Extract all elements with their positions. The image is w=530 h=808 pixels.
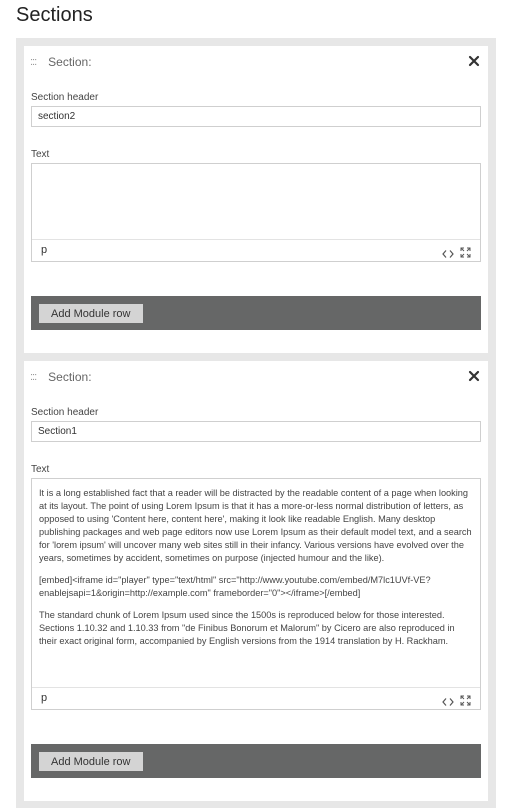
section-card	[24, 46, 488, 353]
editor-paragraph: It is a long established fact that a reader will be distracted by the readable content of a page when looking at its layout. The point of using Lorem Ipsum is that it has a more-or-less normal distribution of letters, as opposed to using 'Content here, content here', making it look like readable English. Many desktop publishing packages and web page editors now use Lorem Ipsum as their default model text, and a search for 'lorem ipsum' will uncover many web sites still in their infancy. Various versions have evolved over the years, sometimes by accident, sometimes on purpose (injected humour and the like).	[39, 488, 472, 563]
editor-paragraph: The standard chunk of Lorem Ipsum used since the 1500s is reproduced below for those interested. Sections 1.10.32 and 1.10.33 from "de Finibus Bonorum et Malorum" by Cicero are also reproduced in their exact original form, accompanied by English versions from the 1914 translation by H. Rackham.	[39, 610, 455, 646]
element-path[interactable]: p	[41, 244, 48, 256]
section-title: Section:	[48, 55, 92, 69]
close-icon[interactable]	[468, 55, 480, 67]
editor-statusbar	[32, 239, 480, 261]
drag-handle-icon[interactable]: :::	[30, 56, 37, 68]
drag-handle-icon[interactable]: :::	[30, 371, 37, 383]
page-title: Sections	[16, 4, 93, 26]
section-header-input[interactable]	[31, 106, 481, 127]
element-path[interactable]: p	[41, 692, 48, 704]
text-editor[interactable]	[31, 478, 481, 710]
text-label: Text	[31, 464, 50, 475]
fullscreen-icon[interactable]	[460, 245, 471, 256]
text-label: Text	[31, 149, 50, 160]
section-card-header	[30, 369, 92, 385]
editor-content[interactable]	[32, 164, 480, 239]
section-card-header	[30, 54, 92, 70]
editor-statusbar	[32, 687, 480, 709]
section-header-label: Section header	[31, 92, 99, 103]
editor-content[interactable]	[32, 479, 480, 687]
fullscreen-icon[interactable]	[460, 693, 471, 704]
add-module-row-button[interactable]: Add Module row	[39, 752, 143, 771]
module-row-bar	[31, 296, 481, 330]
section-title: Section:	[48, 370, 92, 384]
text-editor[interactable]	[31, 163, 481, 262]
section-header-label: Section header	[31, 407, 99, 418]
module-row-bar	[31, 744, 481, 778]
source-code-icon[interactable]	[442, 694, 454, 704]
section-card	[24, 361, 488, 801]
section-header-input[interactable]	[31, 421, 481, 442]
add-module-row-button[interactable]: Add Module row	[39, 304, 143, 323]
editor-paragraph: [embed]<iframe id="player" type="text/html" src="http://www.youtube.com/embed/M7lc1UVf-VE?enablejsapi=1&origin=http://example.com" frameborder="0"></iframe>[/embed]	[39, 575, 431, 598]
source-code-icon[interactable]	[442, 246, 454, 256]
close-icon[interactable]	[468, 370, 480, 382]
